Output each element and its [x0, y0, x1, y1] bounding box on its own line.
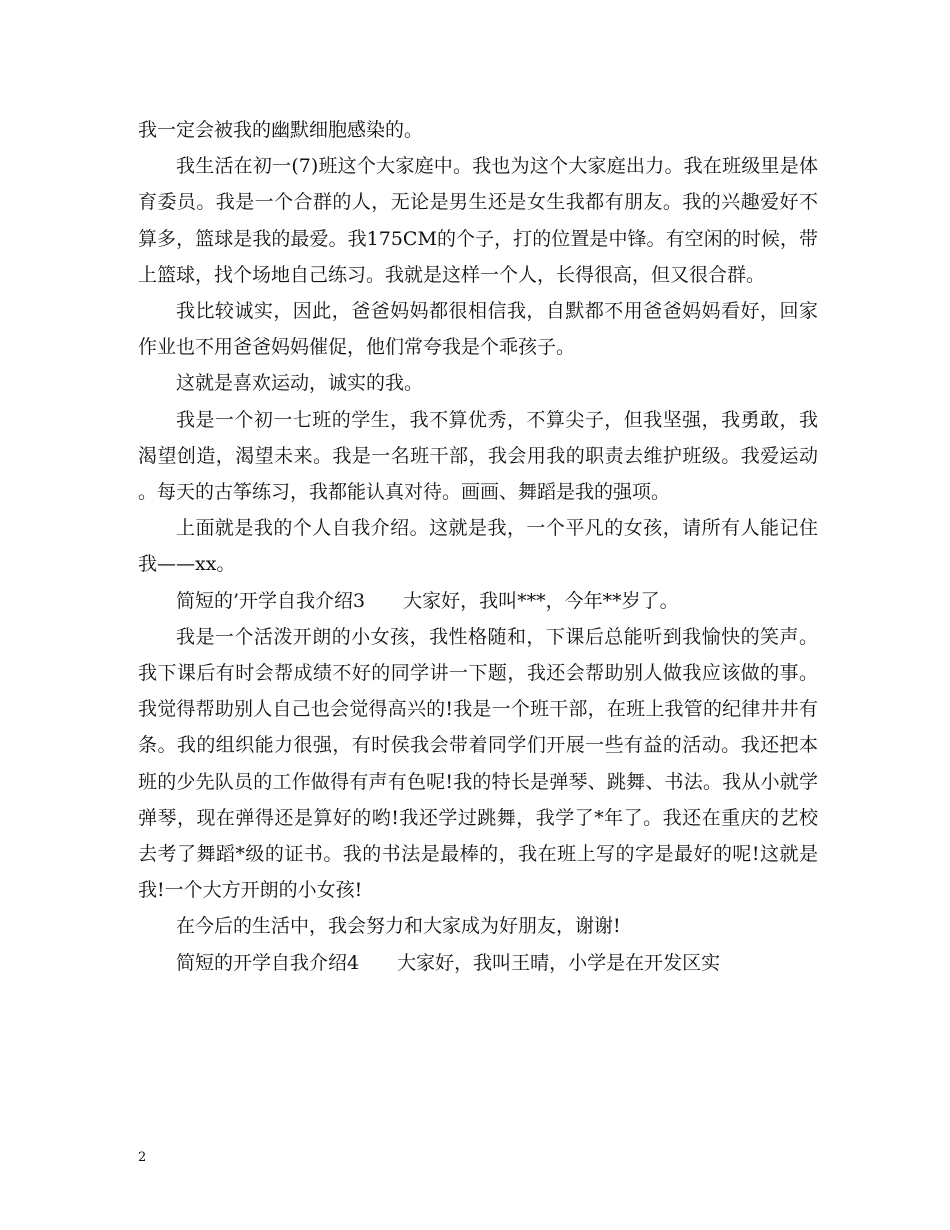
paragraph: 我是一个活泼开朗的小女孩，我性格随和，下课后总能听到我愉快的笑声。我下课后有时会帮成绩不好的同学讲一下题，我还会帮助别人做我应该做的事。我觉得帮助别人自己也会觉得高兴的!我是一个班干部，在班上我管的纪律井井有条。我的组织能力很强，有时侯我会带着同学们开展一些有益的活动。我还把本班的少先队员的工作做得有声有色呢!我的特长是弹琴、跳舞、书法。我从小就学弹琴，现在弹得还是算好的哟!我还学过跳舞，我学了*年了。我还在重庆的艺校去考了舞蹈*级的证书。我的书法是最棒的，我在班上写的字是最好的呢!这就是我!一个大方开朗的小女孩!: [138, 625, 818, 902]
paragraph: 我比较诚实，因此，爸爸妈妈都很相信我，自默都不用爸爸妈妈看好，回家作业也不用爸爸妈妈催促，他们常夸我是个乖孩子。: [138, 300, 818, 359]
page-number: 2: [138, 1150, 147, 1165]
paragraph: 我生活在初一(7)班这个大家庭中。我也为这个大家庭出力。我在班级里是体育委员。我是一个合群的人，无论是男生还是女生我都有朋友。我的兴趣爱好不算多，篮球是我的最爱。我175CM的个子，打的位置是中锋。有空闲的时候，带上篮球，找个场地自己练习。我就是这样一个人，长得很高，但又很合群。: [138, 155, 818, 286]
paragraph: 我一定会被我的幽默细胞感染的。: [138, 119, 424, 141]
section-heading-paragraph: 简短的’开学自我介绍3 大家好，我叫***，今年**岁了。: [176, 589, 679, 612]
paragraph: 这就是喜欢运动，诚实的我。: [176, 372, 424, 395]
document-body: [138, 112, 818, 981]
paragraph: 在今后的生活中，我会努力和大家成为好朋友，谢谢!: [176, 915, 621, 938]
section-heading-paragraph: 简短的开学自我介绍4 大家好，我叫王晴，小学是在开发区实: [176, 951, 721, 974]
paragraph: 上面就是我的个人自我介绍。这就是我，一个平凡的女孩，请所有人能记住我——xx。: [138, 517, 818, 576]
paragraph: 我是一个初一七班的学生，我不算优秀，不算尖子，但我坚强，我勇敢，我渴望创造，渴望未来。我是一名班干部，我会用我的职责去维护班级。我爱运动。每天的古筝练习，我都能认真对待。画画、舞蹈是我的强项。: [138, 408, 818, 504]
